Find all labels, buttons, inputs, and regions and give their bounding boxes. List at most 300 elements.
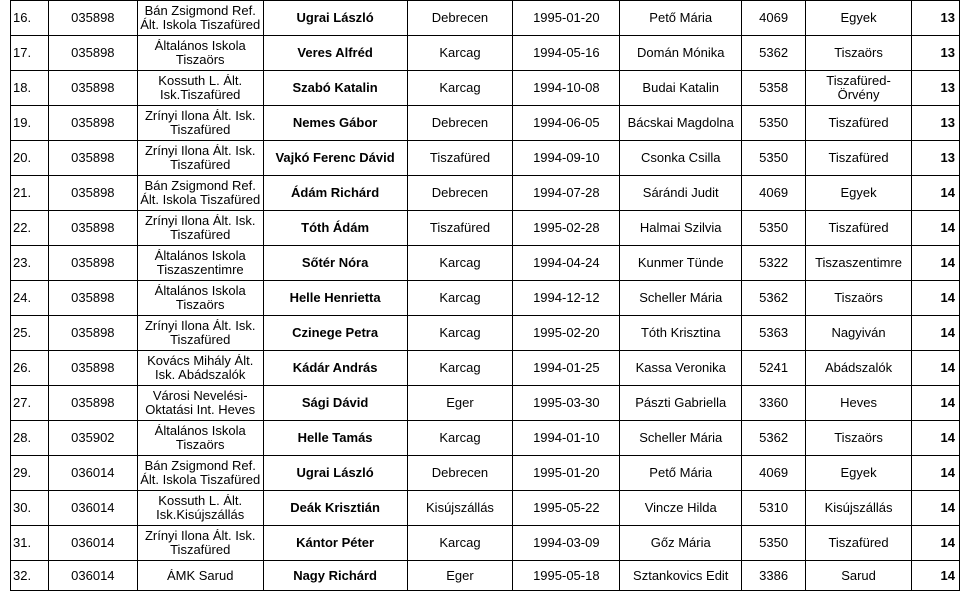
table-row xyxy=(11,561,960,591)
student-name: Vajkó Ferenc Dávid xyxy=(275,150,395,165)
birth-date: 1994-05-16 xyxy=(533,45,600,60)
mother-name-cell xyxy=(620,386,742,421)
school-code-cell xyxy=(48,211,137,246)
row-number: 22. xyxy=(13,220,32,235)
student-name-cell xyxy=(263,456,407,491)
mother-name: Budai Katalin xyxy=(642,80,720,95)
table-row xyxy=(11,281,960,316)
mother-name: Sztankovics Edit xyxy=(633,567,729,583)
school-code-cell xyxy=(48,141,137,176)
mother-name-cell xyxy=(620,36,742,71)
age-category-cell xyxy=(912,526,960,561)
age-category: 13 xyxy=(940,80,955,95)
hometown: Tiszafüred xyxy=(828,535,889,550)
row-number-cell xyxy=(11,456,49,491)
school-code-cell xyxy=(48,351,137,386)
age-category: 13 xyxy=(940,115,955,130)
age-category-cell xyxy=(912,71,960,106)
birth-date: 1995-02-28 xyxy=(533,220,600,235)
school-code: 035898 xyxy=(71,80,115,95)
row-number: 17. xyxy=(13,45,32,60)
school-name: Általános Iskola Tiszaörs xyxy=(154,284,246,312)
mother-name: Scheller Mária xyxy=(639,290,723,305)
age-category-cell xyxy=(912,1,960,36)
birth-date-cell xyxy=(513,316,620,351)
school-code-cell xyxy=(48,1,137,36)
hometown: Tiszaörs xyxy=(834,430,883,445)
age-category-cell xyxy=(912,176,960,211)
mother-name-cell xyxy=(620,246,742,281)
age-category: 14 xyxy=(940,290,955,305)
student-name: Helle Henrietta xyxy=(289,290,381,305)
student-name-cell xyxy=(263,561,407,591)
school-name-cell xyxy=(137,246,263,281)
table-row xyxy=(11,141,960,176)
school-code-cell xyxy=(48,316,137,351)
birth-date-cell xyxy=(513,211,620,246)
school-name-cell xyxy=(137,106,263,141)
birth-city: Eger xyxy=(446,395,474,410)
school-name: Bán Zsigmond Ref. Ált. Iskola Tiszafüred xyxy=(140,179,261,207)
mother-name: Kassa Veronika xyxy=(635,360,726,375)
student-name: Ádám Richárd xyxy=(291,185,380,200)
school-code-cell xyxy=(48,36,137,71)
school-name-cell xyxy=(137,71,263,106)
hometown: Tiszafüred xyxy=(828,150,889,165)
birth-city: Tiszafüred xyxy=(429,150,491,165)
postal-code: 5358 xyxy=(759,80,789,95)
mother-name: Sárándi Judit xyxy=(642,185,719,200)
school-name-cell xyxy=(137,561,263,591)
birth-date-cell xyxy=(513,141,620,176)
postal-code-cell xyxy=(742,316,806,351)
birth-city-cell xyxy=(407,491,513,526)
age-category-cell xyxy=(912,491,960,526)
school-code: 036014 xyxy=(71,500,115,515)
birth-date: 1994-10-08 xyxy=(533,80,600,95)
postal-code: 5350 xyxy=(759,115,789,130)
table-row xyxy=(11,36,960,71)
birth-city: Eger xyxy=(446,567,474,583)
birth-city: Karcag xyxy=(439,255,481,270)
school-code: 035898 xyxy=(71,150,115,165)
birth-date: 1994-03-09 xyxy=(533,535,600,550)
hometown: Tiszaszentimre xyxy=(815,255,903,270)
row-number-cell xyxy=(11,36,49,71)
birth-date: 1994-09-10 xyxy=(533,150,600,165)
row-number: 23. xyxy=(13,255,32,270)
school-name: Kovács Mihály Ált. Isk. Abádszalók xyxy=(147,354,254,382)
student-name-cell xyxy=(263,281,407,316)
birth-city-cell xyxy=(407,176,513,211)
hometown: Nagyiván xyxy=(831,325,886,340)
school-code: 035898 xyxy=(71,255,115,270)
school-name: ÁMK Sarud xyxy=(166,568,234,583)
postal-code: 5310 xyxy=(759,500,789,515)
school-code: 035898 xyxy=(71,220,115,235)
mother-name-cell xyxy=(620,211,742,246)
mother-name-cell xyxy=(620,106,742,141)
postal-code-cell xyxy=(742,211,806,246)
row-number-cell xyxy=(11,246,49,281)
birth-city: Karcag xyxy=(439,325,481,340)
row-number-cell xyxy=(11,316,49,351)
birth-city-cell xyxy=(407,561,513,591)
row-number-cell xyxy=(11,106,49,141)
school-code: 035898 xyxy=(71,45,115,60)
postal-code-cell xyxy=(742,421,806,456)
student-name: Sőtér Nóra xyxy=(301,255,369,270)
row-number-cell xyxy=(11,141,49,176)
birth-date: 1995-02-20 xyxy=(533,325,600,340)
hometown-cell xyxy=(806,71,912,106)
mother-name: Vincze Hilda xyxy=(644,500,717,515)
school-code-cell xyxy=(48,561,137,591)
hometown-cell xyxy=(806,351,912,386)
postal-code-cell xyxy=(742,456,806,491)
hometown: Kisújszállás xyxy=(824,500,893,515)
row-number-cell xyxy=(11,561,49,591)
table-row xyxy=(11,386,960,421)
birth-date: 1995-03-30 xyxy=(533,395,600,410)
postal-code-cell xyxy=(742,106,806,141)
age-category-cell xyxy=(912,316,960,351)
hometown-cell xyxy=(806,456,912,491)
table-row xyxy=(11,176,960,211)
school-name: Városi Nevelési-Oktatási Int. Heves xyxy=(145,389,256,417)
row-number: 26. xyxy=(13,360,32,375)
birth-city: Karcag xyxy=(439,430,481,445)
age-category-cell xyxy=(912,351,960,386)
postal-code-cell xyxy=(742,71,806,106)
birth-city: Karcag xyxy=(439,360,481,375)
birth-city: Karcag xyxy=(439,80,481,95)
birth-date: 1994-06-05 xyxy=(533,115,600,130)
student-name-cell xyxy=(263,176,407,211)
age-category-cell xyxy=(912,246,960,281)
age-category-cell xyxy=(912,36,960,71)
postal-code-cell xyxy=(742,526,806,561)
student-name: Sági Dávid xyxy=(301,395,369,410)
birth-city-cell xyxy=(407,526,513,561)
row-number-cell xyxy=(11,386,49,421)
birth-city-cell xyxy=(407,1,513,36)
table-row xyxy=(11,211,960,246)
hometown-cell xyxy=(806,106,912,141)
birth-date-cell xyxy=(513,176,620,211)
hometown-cell xyxy=(806,176,912,211)
row-number-cell xyxy=(11,1,49,36)
student-name: Kádár András xyxy=(292,360,378,375)
row-number: 31. xyxy=(13,535,32,550)
birth-date: 1994-01-10 xyxy=(533,430,600,445)
postal-code: 5350 xyxy=(759,220,789,235)
hometown: Tiszafüred xyxy=(828,220,889,235)
mother-name: Halmai Szilvia xyxy=(639,220,722,235)
table-row xyxy=(11,456,960,491)
student-name: Helle Tamás xyxy=(297,430,373,445)
mother-name: Bácskai Magdolna xyxy=(627,115,734,130)
table-row xyxy=(11,246,960,281)
postal-code: 3386 xyxy=(759,567,789,583)
birth-city: Debrecen xyxy=(431,115,489,130)
birth-city: Tiszafüred xyxy=(429,220,491,235)
mother-name-cell xyxy=(620,176,742,211)
birth-date-cell xyxy=(513,491,620,526)
student-name-cell xyxy=(263,106,407,141)
table-row xyxy=(11,421,960,456)
postal-code: 4069 xyxy=(759,185,789,200)
school-name-cell xyxy=(137,351,263,386)
hometown-cell xyxy=(806,491,912,526)
postal-code-cell xyxy=(742,386,806,421)
school-code: 035898 xyxy=(71,10,115,25)
school-code: 035898 xyxy=(71,360,115,375)
postal-code-cell xyxy=(742,561,806,591)
school-code: 036014 xyxy=(71,465,115,480)
school-code-cell xyxy=(48,456,137,491)
postal-code: 4069 xyxy=(759,465,789,480)
hometown: Abádszalók xyxy=(824,360,893,375)
birth-date-cell xyxy=(513,351,620,386)
mother-name-cell xyxy=(620,281,742,316)
mother-name-cell xyxy=(620,1,742,36)
student-name-cell xyxy=(263,421,407,456)
student-name: Tóth Ádám xyxy=(301,220,370,235)
mother-name: Gőz Mária xyxy=(650,535,711,550)
mother-name-cell xyxy=(620,491,742,526)
age-category: 14 xyxy=(940,535,955,550)
hometown: Egyek xyxy=(840,185,877,200)
school-code-cell xyxy=(48,246,137,281)
birth-date-cell xyxy=(513,456,620,491)
age-category: 14 xyxy=(940,360,955,375)
school-code: 036014 xyxy=(71,567,115,583)
birth-city: Karcag xyxy=(439,45,481,60)
birth-city: Karcag xyxy=(439,535,481,550)
postal-code: 5322 xyxy=(759,255,789,270)
school-name: Zrínyi Ilona Ált. Isk. Tiszafüred xyxy=(144,319,256,347)
age-category: 14 xyxy=(940,567,955,583)
mother-name-cell xyxy=(620,71,742,106)
school-code-cell xyxy=(48,106,137,141)
postal-code: 5350 xyxy=(759,535,789,550)
mother-name: Scheller Mária xyxy=(639,430,723,445)
mother-name: Kunmer Tünde xyxy=(637,255,724,270)
row-number: 16. xyxy=(13,10,32,25)
student-name-cell xyxy=(263,526,407,561)
age-category: 14 xyxy=(940,500,955,515)
age-category-cell xyxy=(912,211,960,246)
table-row xyxy=(11,71,960,106)
birth-city-cell xyxy=(407,351,513,386)
postal-code: 5350 xyxy=(759,150,789,165)
school-code: 035902 xyxy=(71,430,115,445)
hometown-cell xyxy=(806,36,912,71)
age-category: 14 xyxy=(940,430,955,445)
birth-date-cell xyxy=(513,561,620,591)
row-number-cell xyxy=(11,491,49,526)
birth-city: Kisújszállás xyxy=(426,500,494,515)
student-name: Deák Krisztián xyxy=(290,500,380,515)
row-number-cell xyxy=(11,71,49,106)
school-code-cell xyxy=(48,421,137,456)
student-name-cell xyxy=(263,1,407,36)
row-number-cell xyxy=(11,176,49,211)
row-number-cell xyxy=(11,281,49,316)
age-category-cell xyxy=(912,281,960,316)
birth-city: Debrecen xyxy=(431,465,489,480)
school-code: 035898 xyxy=(71,185,115,200)
postal-code: 5363 xyxy=(759,325,789,340)
birth-date-cell xyxy=(513,1,620,36)
school-name-cell xyxy=(137,491,263,526)
school-code: 035898 xyxy=(71,115,115,130)
postal-code: 5362 xyxy=(759,45,789,60)
school-code-cell xyxy=(48,386,137,421)
mother-name-cell xyxy=(620,421,742,456)
hometown: Tiszafüred-Örvény xyxy=(826,73,891,102)
hometown: Sarud xyxy=(841,567,876,583)
student-name-cell xyxy=(263,316,407,351)
school-name: Általános Iskola Tiszaörs xyxy=(154,39,246,67)
student-name-cell xyxy=(263,386,407,421)
hometown: Tiszafüred xyxy=(828,115,889,130)
postal-code: 5241 xyxy=(759,360,789,375)
student-name: Ugrai László xyxy=(296,465,374,480)
birth-date: 1995-05-22 xyxy=(533,500,600,515)
row-number-cell xyxy=(11,351,49,386)
age-category-cell xyxy=(912,421,960,456)
school-name-cell xyxy=(137,1,263,36)
school-name-cell xyxy=(137,176,263,211)
birth-city-cell xyxy=(407,141,513,176)
mother-name-cell xyxy=(620,141,742,176)
table-row xyxy=(11,1,960,36)
student-name-cell xyxy=(263,211,407,246)
hometown: Tiszaörs xyxy=(834,45,883,60)
age-category: 14 xyxy=(940,465,955,480)
school-code-cell xyxy=(48,281,137,316)
student-name: Ugrai László xyxy=(296,10,374,25)
table-row xyxy=(11,106,960,141)
birth-date-cell xyxy=(513,36,620,71)
age-category: 13 xyxy=(940,45,955,60)
birth-city-cell xyxy=(407,456,513,491)
birth-date: 1994-12-12 xyxy=(533,290,600,305)
school-name: Általános Iskola Tiszaszentimre xyxy=(154,249,246,277)
age-category-cell xyxy=(912,106,960,141)
student-name-cell xyxy=(263,71,407,106)
hometown-cell xyxy=(806,141,912,176)
student-name-cell xyxy=(263,491,407,526)
hometown: Tiszaörs xyxy=(834,290,883,305)
hometown: Egyek xyxy=(840,465,877,480)
age-category: 13 xyxy=(940,150,955,165)
school-name: Bán Zsigmond Ref. Ált. Iskola Tiszafüred xyxy=(140,4,261,32)
birth-city-cell xyxy=(407,246,513,281)
age-category: 14 xyxy=(940,185,955,200)
hometown: Heves xyxy=(840,395,877,410)
school-name-cell xyxy=(137,456,263,491)
row-number: 20. xyxy=(13,150,32,165)
birth-city-cell xyxy=(407,36,513,71)
row-number-cell xyxy=(11,211,49,246)
age-category: 13 xyxy=(940,10,955,25)
birth-date-cell xyxy=(513,246,620,281)
postal-code-cell xyxy=(742,176,806,211)
student-name-cell xyxy=(263,141,407,176)
age-category: 14 xyxy=(940,220,955,235)
postal-code-cell xyxy=(742,491,806,526)
age-category-cell xyxy=(912,561,960,591)
birth-city-cell xyxy=(407,316,513,351)
student-name: Veres Alfréd xyxy=(297,45,373,60)
school-code: 036014 xyxy=(71,535,115,550)
hometown-cell xyxy=(806,421,912,456)
school-name: Zrínyi Ilona Ált. Isk. Tiszafüred xyxy=(144,214,256,242)
school-code: 035898 xyxy=(71,290,115,305)
school-code-cell xyxy=(48,526,137,561)
school-name-cell xyxy=(137,36,263,71)
birth-city: Karcag xyxy=(439,290,481,305)
school-name: Zrínyi Ilona Ált. Isk. Tiszafüred xyxy=(144,144,256,172)
school-name-cell xyxy=(137,526,263,561)
school-name: Általános Iskola Tiszaörs xyxy=(154,424,246,452)
student-name-cell xyxy=(263,36,407,71)
mother-name: Pető Mária xyxy=(649,465,713,480)
birth-city-cell xyxy=(407,211,513,246)
mother-name-cell xyxy=(620,526,742,561)
table-row xyxy=(11,316,960,351)
school-code-cell xyxy=(48,176,137,211)
postal-code: 5362 xyxy=(759,430,789,445)
age-category-cell xyxy=(912,386,960,421)
row-number: 18. xyxy=(13,80,32,95)
table-row xyxy=(11,351,960,386)
student-name: Kántor Péter xyxy=(296,535,375,550)
hometown-cell xyxy=(806,526,912,561)
birth-date: 1994-07-28 xyxy=(533,185,600,200)
birth-city-cell xyxy=(407,421,513,456)
row-number: 19. xyxy=(13,115,32,130)
row-number: 32. xyxy=(13,567,32,583)
school-code-cell xyxy=(48,71,137,106)
hometown-cell xyxy=(806,1,912,36)
row-number: 27. xyxy=(13,395,32,410)
mother-name: Pető Mária xyxy=(649,10,713,25)
birth-date-cell xyxy=(513,106,620,141)
mother-name: Domán Mónika xyxy=(637,45,725,60)
birth-date-cell xyxy=(513,386,620,421)
birth-city-cell xyxy=(407,386,513,421)
row-number-cell xyxy=(11,526,49,561)
student-name: Nagy Richárd xyxy=(293,567,377,583)
row-number: 25. xyxy=(13,325,32,340)
hometown-cell xyxy=(806,211,912,246)
birth-city-cell xyxy=(407,281,513,316)
birth-date-cell xyxy=(513,281,620,316)
table-row xyxy=(11,526,960,561)
postal-code: 5362 xyxy=(759,290,789,305)
student-name: Czinege Petra xyxy=(292,325,379,340)
postal-code: 4069 xyxy=(759,10,789,25)
school-name-cell xyxy=(137,141,263,176)
hometown-cell xyxy=(806,386,912,421)
postal-code-cell xyxy=(742,141,806,176)
student-table xyxy=(10,0,960,591)
student-name: Nemes Gábor xyxy=(292,115,378,130)
